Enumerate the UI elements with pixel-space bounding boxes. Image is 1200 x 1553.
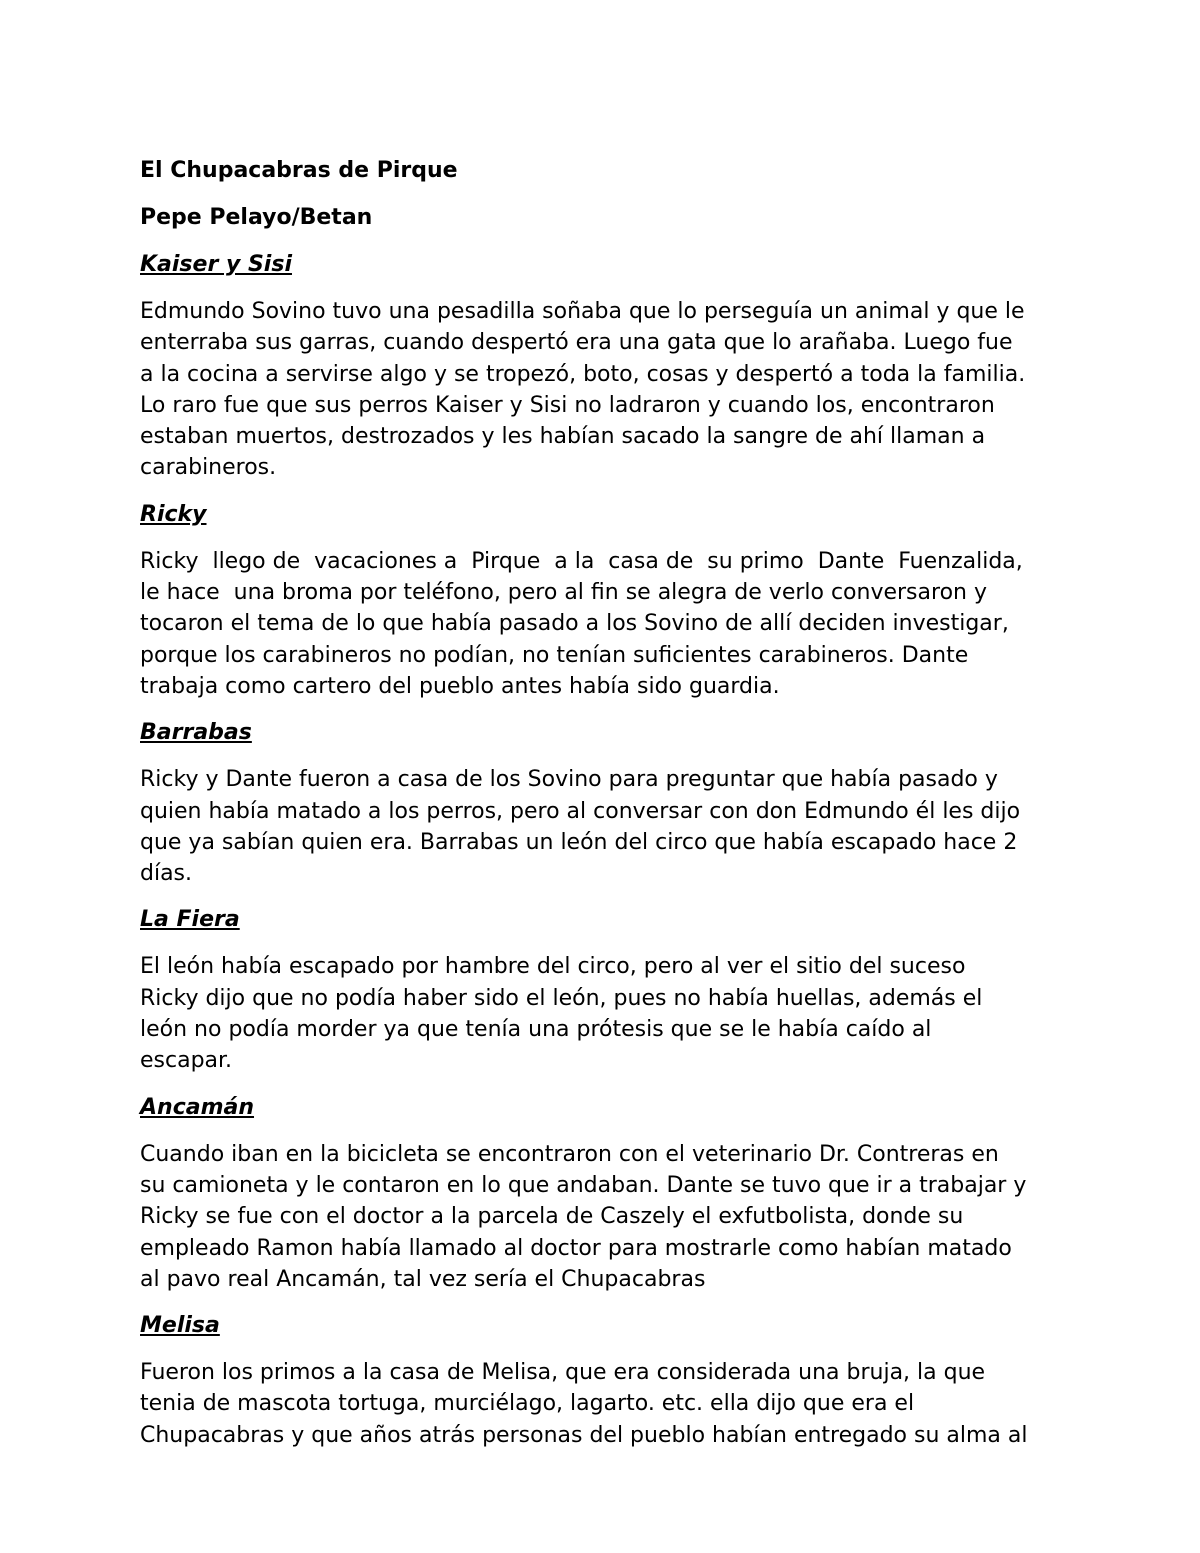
section-body-ricky (140, 546, 1100, 702)
text-line: quien había matado a los perros, pero al conversar con don Edmundo él les dijo (140, 798, 1021, 824)
text-line: Ricky se fue con el doctor a la parcela de Caszely el exfutbolista, donde su (140, 1204, 964, 1230)
text-line: Edmundo Sovino tuvo una pesadilla soñaba que lo perseguía un animal y que le (140, 299, 1025, 324)
text-line: león no podía morder ya que tenía una prótesis que se le había caído al (140, 1017, 932, 1043)
text-line: empleado Ramon había llamado al doctor para mostrarle como habían matado (140, 1235, 1012, 1261)
text-line: escapar. (140, 1048, 233, 1074)
text-line: enterraba sus garras, cuando despertó era una gata que lo arañaba. Luego fue (140, 330, 1013, 356)
section-body-ancaman (140, 1139, 1100, 1295)
section-body-kaiser-y-sisi (140, 296, 1100, 484)
document-title: El Chupacabras de Pirque (140, 158, 458, 183)
text-line: estaban muertos, destrozados y les habían sacado la sangre de ahí llaman a (140, 424, 986, 450)
text-line: Lo raro fue que sus perros Kaiser y Sisi no ladraron y cuando los, encontraron (140, 392, 995, 418)
section-body-melisa (140, 1357, 1100, 1451)
text-line: porque los carabineros no podían, no tenían suficientes carabineros. Dante (140, 642, 969, 668)
text-line: su camioneta y le contaron en lo que andaban. Dante se tuvo que ir a trabajar y (140, 1172, 1027, 1198)
text-line: tocaron el tema de lo que había pasado a los Sovino de allí deciden investigar, (140, 611, 1009, 637)
section-heading-barrabas: Barrabas (140, 720, 252, 746)
text-line: Fueron los primos a la casa de Melisa, que era considerada una bruja, la que (140, 1360, 986, 1386)
section-heading-la-fiera: La Fiera (140, 907, 240, 933)
document-page (140, 155, 1100, 1466)
text-line: Cuando iban en la bicicleta se encontraron con el veterinario Dr. Contreras en (140, 1141, 999, 1167)
text-line: Ricky y Dante fueron a casa de los Sovino para preguntar que había pasado y (140, 767, 998, 793)
section-body-la-fiera (140, 951, 1100, 1076)
text-line: carabineros. (140, 455, 277, 481)
section-heading-melisa: Melisa (140, 1313, 220, 1339)
text-line: Ricky dijo que no podía haber sido el león, pues no había huellas, además el (140, 985, 983, 1011)
text-line: El león había escapado por hambre del circo, pero al ver el sitio del suceso (140, 954, 966, 980)
text-line: a la cocina a servirse algo y se tropezó, boto, cosas y despertó a toda la familia. (140, 361, 1026, 387)
text-line: al pavo real Ancamán, tal vez sería el Chupacabras (140, 1266, 706, 1292)
text-line: tenia de mascota tortuga, murciélago, lagarto. etc. ella dijo que era el (140, 1391, 915, 1417)
text-line: le hace una broma por teléfono, pero al fin se alegra de verlo conversaron y (140, 580, 987, 606)
text-line: Chupacabras y que años atrás personas del pueblo habían entregado su alma al (140, 1422, 1028, 1448)
document-author: Pepe Pelayo/Betan (140, 205, 373, 230)
text-line: Ricky llego de vacaciones a Pirque a la casa de su primo Dante Fuenzalida, (140, 548, 1023, 574)
section-heading-ricky: Ricky (140, 501, 207, 527)
text-line: que ya sabían quien era. Barrabas un león del circo que había escapado hace 2 (140, 829, 1018, 855)
section-heading-kaiser-y-sisi: Kaiser y Sisi (140, 252, 292, 277)
text-line: trabaja como cartero del pueblo antes había sido guardia. (140, 673, 780, 699)
section-heading-ancaman: Ancamán (140, 1094, 255, 1120)
text-line: días. (140, 861, 193, 887)
section-body-barrabas (140, 764, 1100, 889)
